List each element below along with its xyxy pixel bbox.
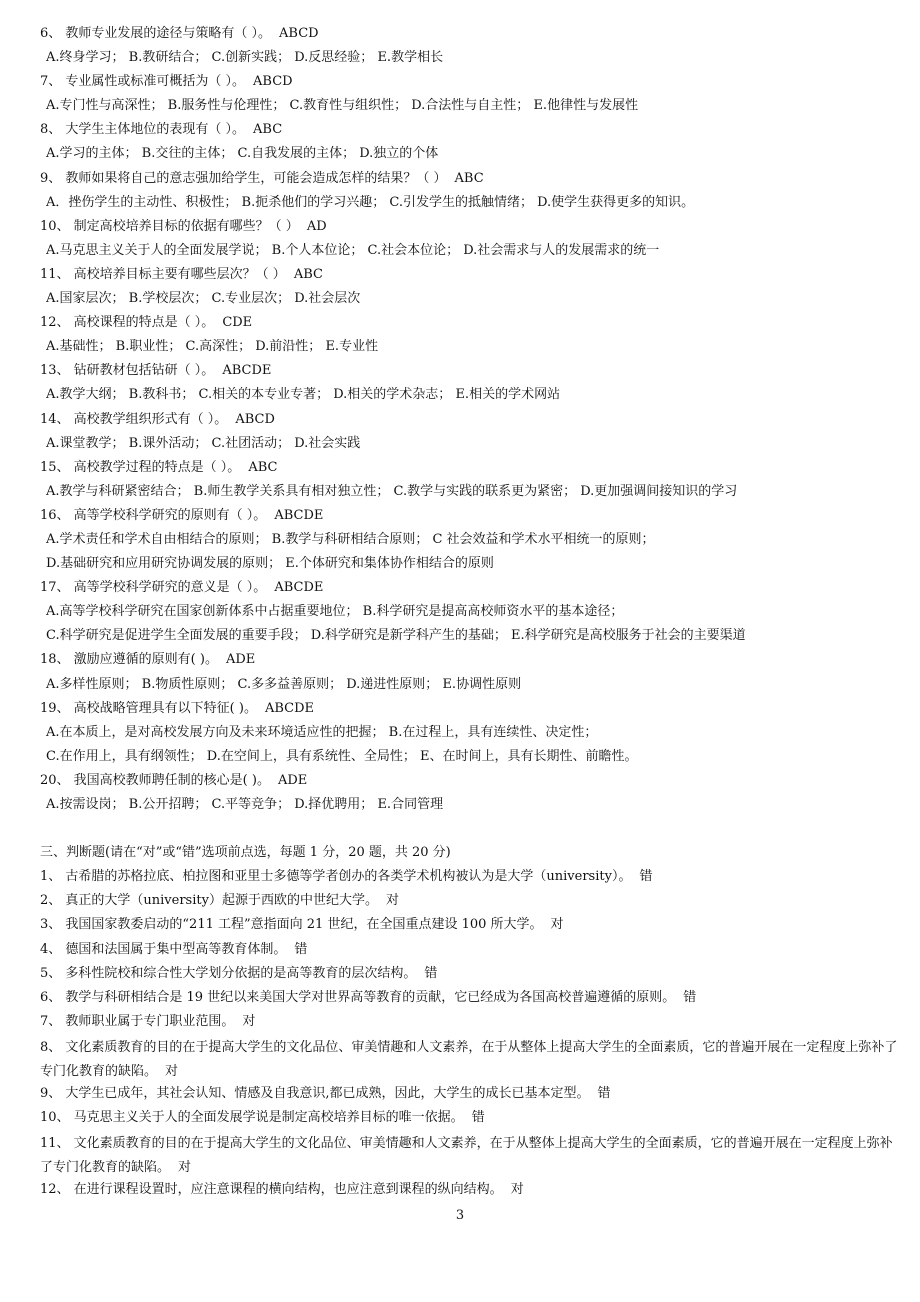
option-line: A.课堂教学； B.课外活动； C.社团活动； D.社会实践 [46,435,361,451]
judgment-answer: 对 [385,893,399,909]
question-text: 15、 高校教学过程的特点是（ ）。 [40,459,241,475]
question-answer: ADE [277,772,308,788]
question-text: 20、 我国高校教师聘任制的核心是( )。 [40,772,270,788]
question-text: 18、 激励应遵循的原则有( )。 [40,652,218,668]
question-answer: ABC [293,266,323,282]
question-answer: ABCD [235,411,275,427]
question-text: 10、 制定高校培养目标的依据有哪些？（ ） [40,218,299,234]
judgment-answer: 错 [424,965,438,981]
question-text: 13、 钻研教材包括钻研（ ）。 [40,363,215,379]
question-stem [40,771,900,795]
question-stem [40,24,900,48]
question-stem [40,410,900,434]
judgment-item [40,1180,900,1204]
judgment-text: 11、 文化素质教育的目的在于提高大学生的文化品位、审美情趣和人文素养，在于从整体上提高大学生的全面素质，它的普遍开展在一定程度上弥补了专门化教育的缺陷。 [40,1136,893,1176]
judgment-item [40,1084,900,1108]
option-line: A.终身学习； B.教研结合； C.创新实践； D.反思经验； E.教学相长 [46,50,444,66]
option-line: A.学习的主体； B.交往的主体； C.自我发展的主体； D.独立的个体 [46,146,439,162]
judgment-text: 2、 真正的大学（university）起源于西欧的中世纪大学。 [40,893,378,909]
judgment-text: 4、 德国和法国属于集中型高等教育体制。 [40,941,287,957]
judgment-item [40,1132,900,1180]
question-stem [40,650,900,674]
question-text: 7、 专业属性或标准可概括为（ ）。 [40,74,246,90]
judgment-item [40,1108,900,1132]
question-stem [40,361,900,385]
question-text: 14、 高校教学组织形式有（ ）。 [40,411,228,427]
option-line: A.马克思主义关于人的全面发展学说； B.个人本位论； C.社会本位论； D.社会需求与人的发展需求的统一 [46,242,660,258]
option-line: A.在本质上，是对高校发展方向及未来环境适应性的把握； B.在过程上，具有连续性、决定性； [46,724,598,740]
judgment-text: 1、 古希腊的苏格拉底、柏拉图和亚里士多德等学者创办的各类学术机构被认为是大学（university）。 [40,869,632,885]
question-answer: ABC [454,170,484,186]
question-text: 17、 高等学校科学研究的意义是（ ）。 [40,580,267,596]
question-stem [40,169,900,193]
question-stem [40,120,900,144]
question-answer: ADE [225,652,256,668]
judgment-text: 9、 大学生已成年，其社会认知、情感及自我意识,都已成熟，因此，大学生的成长已基本定型。 [40,1085,590,1101]
judgment-text: 8、 文化素质教育的目的在于提高大学生的文化品位、审美情趣和人文素养，在于从整体上提高大学生的全面素质，它的普遍开展在一定程度上弥补了专门化教育的缺陷。 [40,1039,898,1079]
question-answer: ABCD [279,26,319,41]
judgment-answer: 对 [165,1063,179,1079]
question-stem [40,265,900,289]
judgment-answer: 对 [242,1013,256,1029]
option-line: A.国家层次； B.学校层次； C.专业层次； D.社会层次 [46,291,361,307]
section-spacer [40,819,900,843]
judgment-answer: 错 [597,1085,611,1101]
question-stem [40,699,900,723]
judgment-answer: 错 [683,989,697,1005]
question-stem [40,506,900,530]
question-text: 16、 高等学校科学研究的原则有（ ）。 [40,507,267,523]
judgment-text: 5、 多科性院校和综合性大学划分依据的是高等教育的层次结构。 [40,965,417,981]
question-text: 6、 教师专业发展的途径与策略有（ ）。 [40,26,272,41]
option-line: A.按需设岗； B.公开招聘； C.平等竞争； D.择优聘用； E.合同管理 [46,797,444,812]
judgment-item [40,940,900,964]
question-stem [40,458,900,482]
question-text: 11、 高校培养目标主要有哪些层次？（ ） [40,266,286,282]
question-answer: ABCDE [274,507,324,523]
question-answer: ABCDE [274,580,324,596]
option-line: A.教学大纲； B.教科书； C.相关的本专业专著； D.相关的学术杂志； E.相关的学术网站 [46,387,561,403]
judgment-answer: 对 [178,1160,192,1176]
judgment-item [40,1036,900,1084]
question-lines [40,24,900,1204]
option-line: A.专门性与高深性； B.服务性与伦理性； C.教育性与组织性； D.合法性与自主性； E.他律性与发展性 [46,98,639,114]
question-answer: ABC [248,459,278,475]
judgment-text: 7、 教师职业属于专门职业范围。 [40,1013,235,1029]
judgment-item [40,1012,900,1036]
judgment-answer: 错 [471,1110,485,1126]
question-stem [40,578,900,602]
option-line: A.教学与科研紧密结合； B.师生教学关系具有相对独立性； C.教学与实践的联系更为紧密； D.更加强调间接知识的学习 [46,483,738,499]
question-answer: ABCDE [222,363,272,379]
judgment-item [40,988,900,1012]
judgment-item [40,964,900,988]
judgment-text: 3、 我国国家教委启动的“211 工程”意指面向 21 世纪，在全国重点建设 100 所大学。 [40,917,543,933]
question-text: 19、 高校战略管理具有以下特征( )。 [40,700,257,716]
judgment-text: 6、 教学与科研相结合是 19 世纪以来美国大学对世界高等教育的贡献，它已经成为各国高校普遍遵循的原则。 [40,989,676,1005]
option-line: D.基础研究和应用研究协调发展的原则； E.个体研究和集体协作相结合的原则 [46,556,494,572]
question-answer: ABC [253,122,283,138]
option-line: A.基础性； B.职业性； C.高深性； D.前沿性； E.专业性 [46,339,379,355]
judgment-answer: 对 [510,1182,524,1198]
question-text: 12、 高校课程的特点是（ ）。 [40,315,215,331]
option-line: C.科学研究是促进学生全面发展的重要手段； D.科学研究是新学科产生的基础； E.科学研究是高校服务于社会的主要渠道 [46,628,746,644]
question-answer: ABCDE [264,700,314,716]
question-answer: CDE [222,315,253,331]
question-text: 9、 教师如果将自己的意志强加给学生，可能会造成怎样的结果？（ ） [40,170,447,186]
option-line: A．挫伤学生的主动性、积极性； B.扼杀他们的学习兴趣； C.引发学生的抵触情绪； D.使学生获得更多的知识。 [46,194,695,210]
multiple-choice-section [40,24,900,819]
judgment-answer: 错 [294,941,308,957]
page-number: 3 [455,1208,465,1223]
judgment-text: 10、 马克思主义关于人的全面发展学说是制定高校培养目标的唯一依据。 [40,1110,464,1126]
question-answer: ABCD [253,74,293,90]
judgment-item [40,891,900,915]
question-stem [40,313,900,337]
judgment-section [40,843,900,1204]
judgment-item [40,915,900,939]
judgment-text: 12、 在进行课程设置时，应注意课程的横向结构，也应注意到课程的纵向结构。 [40,1182,503,1198]
option-line: A.学术责任和学术自由相结合的原则； B.教学与科研相结合原则； C 社会效益和学术水平相统一的原则； [46,531,655,547]
option-line: C.在作用上，具有纲领性； D.在空间上，具有系统性、全局性； E、在时间上，具有长期性、前瞻性。 [46,748,638,764]
option-line: A.多样性原则； B.物质性原则； C.多多益善原则； D.递进性原则； E.协调性原则 [46,676,522,692]
judgment-answer: 对 [550,917,564,933]
judgment-answer: 错 [639,869,653,885]
judgment-item [40,867,900,891]
question-text: 8、 大学生主体地位的表现有（ ）。 [40,122,246,138]
question-stem [40,217,900,241]
question-stem [40,72,900,96]
option-line: A.高等学校科学研究在国家创新体系中占据重要地位； B.科学研究是提高高校师资水平的基本途径； [46,604,624,620]
section-heading: 三、判断题(请在“对”或“错”选项前点选，每题 1 分，20 题，共 20 分) [40,845,451,861]
question-answer: AD [306,218,327,234]
